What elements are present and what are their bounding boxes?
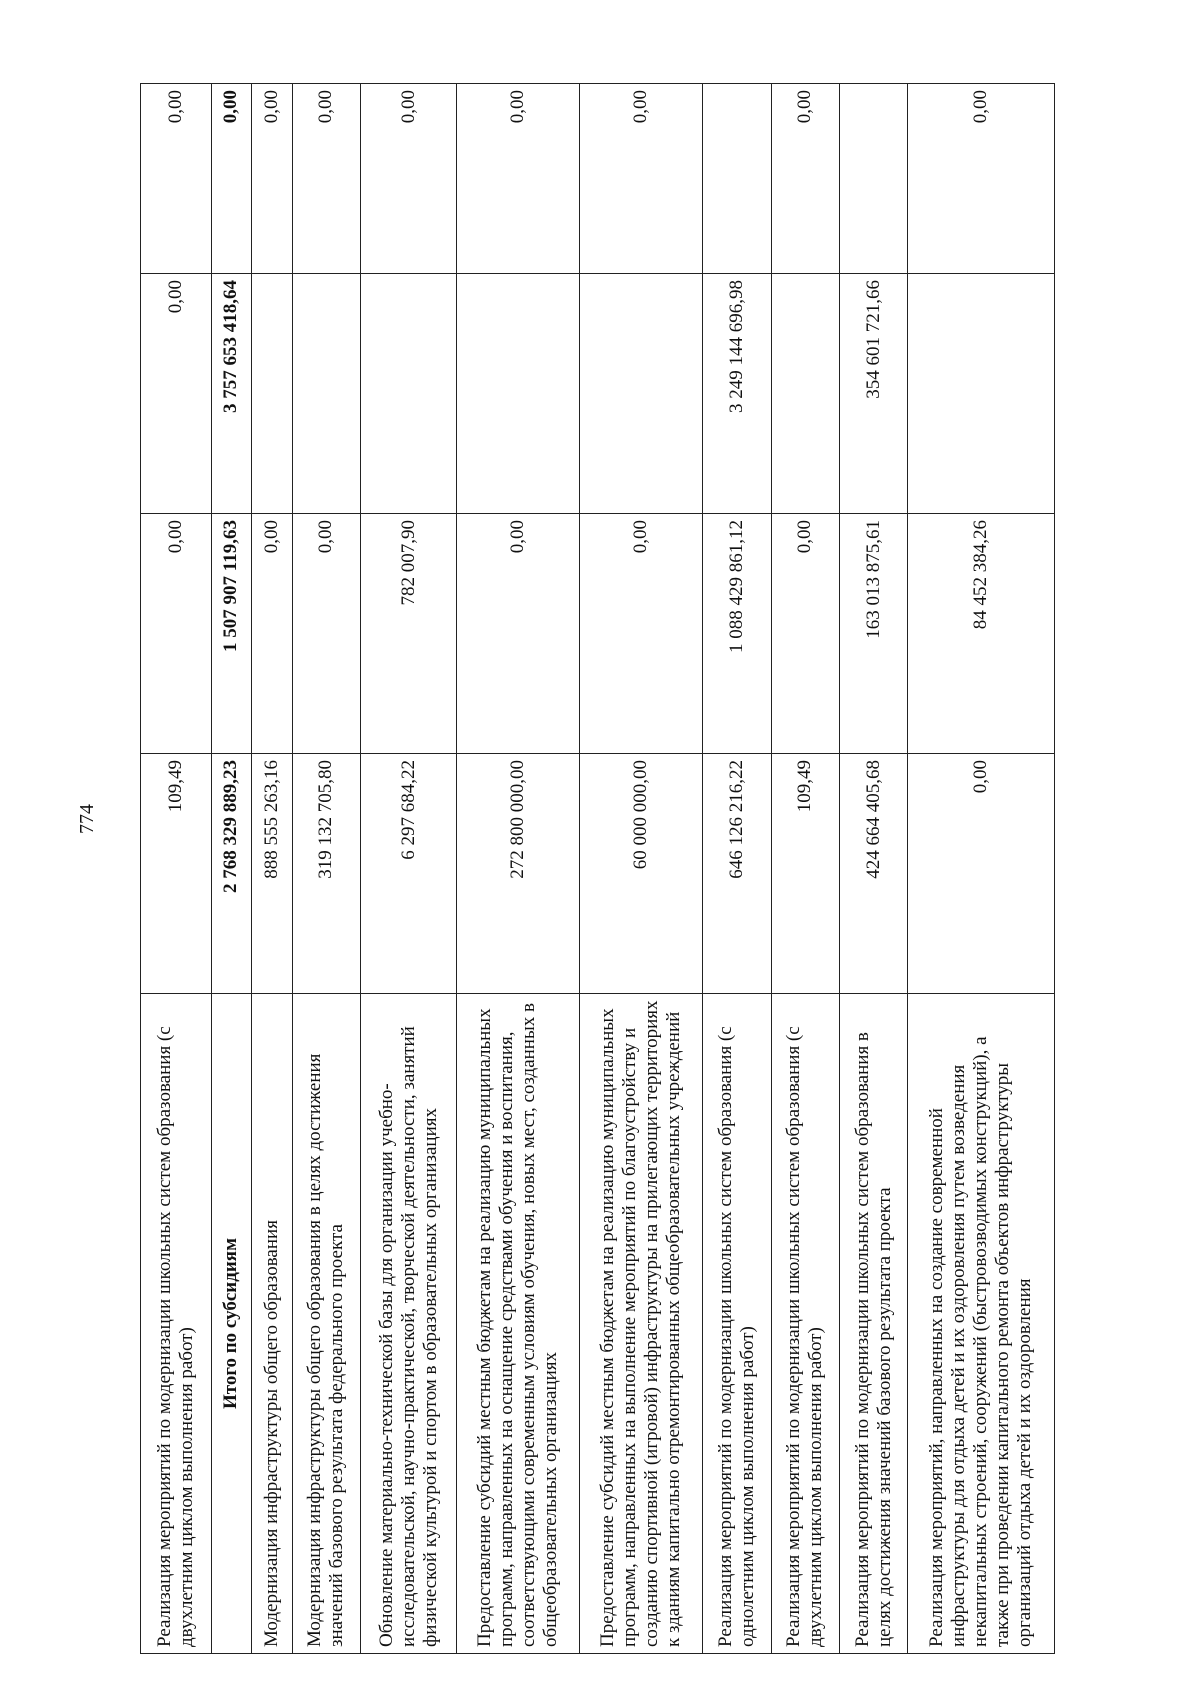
value-cell: 319 132 705,80 — [292, 754, 360, 994]
value-cell — [703, 84, 771, 274]
table-row — [580, 84, 703, 1654]
value-cell — [457, 274, 580, 514]
row-name: Реализация мероприятий по модернизации школьных систем образования (с двухлетним циклом выполнения работ) — [141, 994, 212, 1654]
value-cell: 0,00 — [457, 84, 580, 274]
value-cell: 782 007,90 — [361, 514, 457, 754]
table-row — [703, 84, 771, 1654]
value-cell — [840, 84, 908, 274]
row-name: Реализация мероприятий, направленных на создание современной инфраструктуры для отдыха детей и их оздоровления путем возведения некапитальных строений, сооружений (быстровозводимых конструкций), а также при проведении капитального ремонта объектов инфраструктуры организаций отдыха детей и их оздоровления — [908, 994, 1055, 1654]
value-cell: 424 664 405,68 — [840, 754, 908, 994]
value-cell: 163 013 875,61 — [840, 514, 908, 754]
value-cell: 3 757 653 418,64 — [211, 274, 252, 514]
value-cell — [292, 274, 360, 514]
value-cell: 109,49 — [141, 754, 212, 994]
subsidies-table — [140, 83, 1055, 1654]
row-name: Предоставление субсидий местным бюджетам на реализацию муниципальных программ, направленных на выполнение мероприятий по благоустройству и созданию спортивной (игровой) инфраструктуры на прилегающих территориях к зданиям капитально отремонтированных общеобразовательных учреждений — [580, 994, 703, 1654]
value-cell: 84 452 384,26 — [908, 514, 1055, 754]
value-cell: 0,00 — [252, 514, 293, 754]
value-cell: 0,00 — [457, 514, 580, 754]
value-cell: 272 800 000,00 — [457, 754, 580, 994]
value-cell: 354 601 721,66 — [840, 274, 908, 514]
value-cell — [252, 274, 293, 514]
value-cell: 888 555 263,16 — [252, 754, 293, 994]
value-cell: 1 088 429 861,12 — [703, 514, 771, 754]
table-row — [908, 84, 1055, 1654]
value-cell: 0,00 — [580, 514, 703, 754]
value-cell — [908, 274, 1055, 514]
value-cell: 109,49 — [771, 754, 839, 994]
value-cell: 0,00 — [908, 754, 1055, 994]
value-cell: 0,00 — [252, 84, 293, 274]
value-cell: 0,00 — [361, 84, 457, 274]
page-number: 774 — [76, 804, 98, 834]
table-row — [457, 84, 580, 1654]
value-cell: 1 507 907 119,63 — [211, 514, 252, 754]
value-cell: 0,00 — [771, 514, 839, 754]
value-cell: 0,00 — [771, 84, 839, 274]
row-name: Предоставление субсидий местным бюджетам на реализацию муниципальных программ, направленных на оснащение средствами обучения и воспитания, соответствующими современным условиям обучения, новых мест, созданных в общеобразовательных организациях — [457, 994, 580, 1654]
table-row — [771, 84, 839, 1654]
table-row — [252, 84, 293, 1654]
row-name: Реализация мероприятий по модернизации школьных систем образования в целях достижения значений базового результата проекта — [840, 994, 908, 1654]
value-cell: 646 126 216,22 — [703, 754, 771, 994]
value-cell: 0,00 — [580, 84, 703, 274]
row-name: Итого по субсидиям — [211, 994, 252, 1654]
value-cell: 3 249 144 696,98 — [703, 274, 771, 514]
value-cell — [771, 274, 839, 514]
row-name: Модернизация инфраструктуры общего образования в целях достижения значений базового результата федерального проекта — [292, 994, 360, 1654]
value-cell — [580, 274, 703, 514]
value-cell: 0,00 — [292, 84, 360, 274]
value-cell: 0,00 — [211, 84, 252, 274]
row-name: Обновление материально-технической базы для организации учебно-исследовательской, научно-практической, творческой деятельности, занятий физической культурой и спортом в образовательных организациях — [361, 994, 457, 1654]
rotated-table-container — [140, 84, 1055, 1654]
total-row — [211, 84, 252, 1654]
value-cell: 60 000 000,00 — [580, 754, 703, 994]
value-cell: 0,00 — [141, 274, 212, 514]
table-row — [141, 84, 212, 1654]
value-cell: 2 768 329 889,23 — [211, 754, 252, 994]
value-cell: 0,00 — [908, 84, 1055, 274]
row-name: Реализация мероприятий по модернизации школьных систем образования (с двухлетним циклом выполнения работ) — [771, 994, 839, 1654]
value-cell: 6 297 684,22 — [361, 754, 457, 994]
value-cell — [361, 274, 457, 514]
table-row — [361, 84, 457, 1654]
row-name: Реализация мероприятий по модернизации школьных систем образования (с однолетним циклом выполнения работ) — [703, 994, 771, 1654]
row-name: Модернизация инфраструктуры общего образования — [252, 994, 293, 1654]
table-row — [292, 84, 360, 1654]
value-cell: 0,00 — [141, 514, 212, 754]
table-row — [840, 84, 908, 1654]
value-cell: 0,00 — [141, 84, 212, 274]
value-cell: 0,00 — [292, 514, 360, 754]
